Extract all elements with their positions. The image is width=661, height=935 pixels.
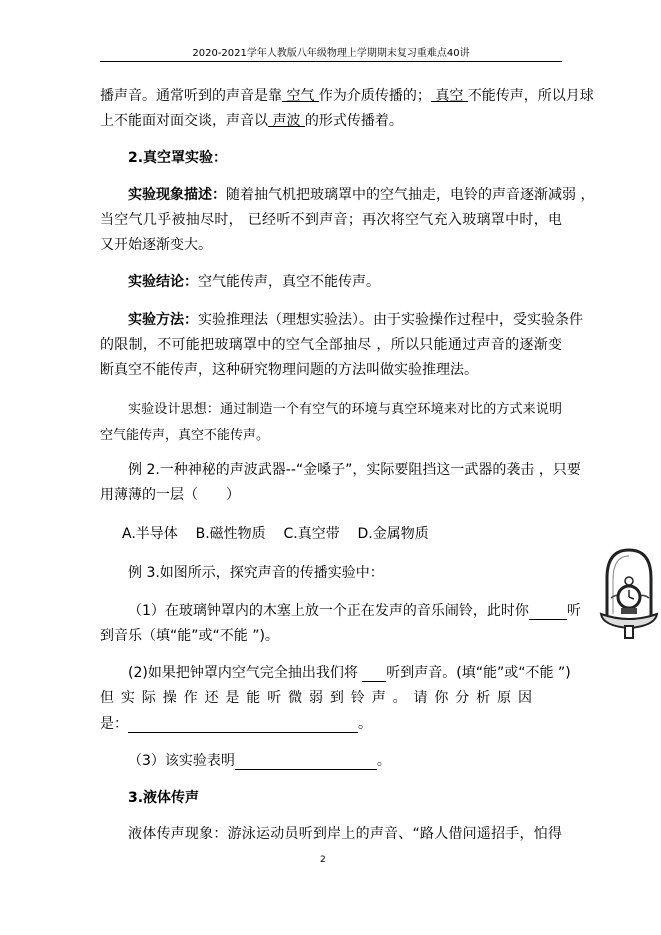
paragraph-line: 断真空不能传声，这种研究物理问题的方法叫做实验推理法。	[100, 362, 478, 378]
question-line: 是： 。	[100, 716, 372, 732]
paragraph-line: 空气能传声，真空不能传声。	[100, 428, 270, 443]
section-heading: 3.液体传声	[128, 790, 200, 806]
question-line: 例 2.一种神秘的声波武器--“金嗓子”，实际要阻挡这一武器的袭击 ，只要	[128, 462, 581, 478]
paragraph-line: 上不能面对面交谈，声音以 声波 的形式传播着。	[100, 113, 403, 129]
question-line: 但实际操作还是能听微弱到铃声。请你分析原因	[100, 690, 532, 706]
header-rule	[100, 61, 562, 62]
option-b: B.磁性物质	[195, 526, 266, 542]
answer-blank[interactable]	[128, 718, 358, 733]
paragraph-line: 的限制，不可能把玻璃罩中的空气全部抽尽 ，所以只能通过声音的逐渐变	[100, 337, 562, 353]
answer-blank[interactable]	[235, 755, 377, 770]
answer-fill: 声波	[268, 113, 305, 129]
paragraph-line: 实验方法：实验推理法（理想实验法）。由于实验操作过程中，受实验条件	[128, 312, 583, 328]
answer-options	[122, 525, 584, 543]
question-line: （1）在玻璃钟罩内的木塞上放一个正在发声的音乐闹铃，此时你 听	[128, 603, 581, 619]
question-line: （3）该实验表明 。	[128, 753, 391, 769]
answer-blank[interactable]	[529, 605, 567, 620]
bell-jar-illustration	[597, 548, 661, 642]
question-line: 到音乐（填“能”或“不能 ”)。	[100, 628, 279, 644]
paragraph-line: 实验现象描述：随着抽气机把玻璃罩中的空气抽走，电铃的声音逐渐减弱 ，	[128, 187, 595, 203]
section-heading: 2.真空罩实验：	[128, 150, 228, 166]
question-line: 用薄薄的一层（ ）	[100, 487, 240, 503]
option-c: C.真空带	[283, 526, 340, 542]
answer-fill: 真空	[430, 88, 468, 104]
paragraph-line: 当空气几乎被抽尽时， 已经听不到声音；再次将空气充入玻璃罩中时，电	[100, 212, 562, 228]
question-line: (2)如果把钟罩内空气完全抽出我们将 听到声音。(填“能”或“不能 ”)	[128, 665, 571, 681]
answer-blank[interactable]	[362, 667, 386, 682]
paragraph-line: 液体传声现象：游泳运动员听到岸上的声音、“路人借问遥招手，怕得	[128, 826, 562, 842]
option-a: A.半导体	[122, 526, 178, 542]
answer-fill: 空气	[282, 88, 319, 104]
page-number: 2	[320, 855, 326, 865]
paragraph-line: 实验设计思想：通过制造一个有空气的环境与真空环境来对比的方式来说明	[128, 402, 562, 417]
paragraph-line: 实验结论：空气能传声，真空不能传声。	[128, 274, 380, 290]
paragraph-line: 播声音。通常听到的声音是靠 空气 作为介质传播的； 真空 不能传声，所以月球	[100, 88, 594, 104]
option-d: D.金属物质	[357, 526, 429, 542]
paragraph-line: 又开始逐渐变大。	[100, 237, 212, 253]
question-line: 例 3.如图所示，探究声音的传播实验中：	[128, 565, 384, 581]
page-header: 2020-2021学年人教版八年级物理上学期期末复习重难点40讲	[192, 48, 470, 59]
